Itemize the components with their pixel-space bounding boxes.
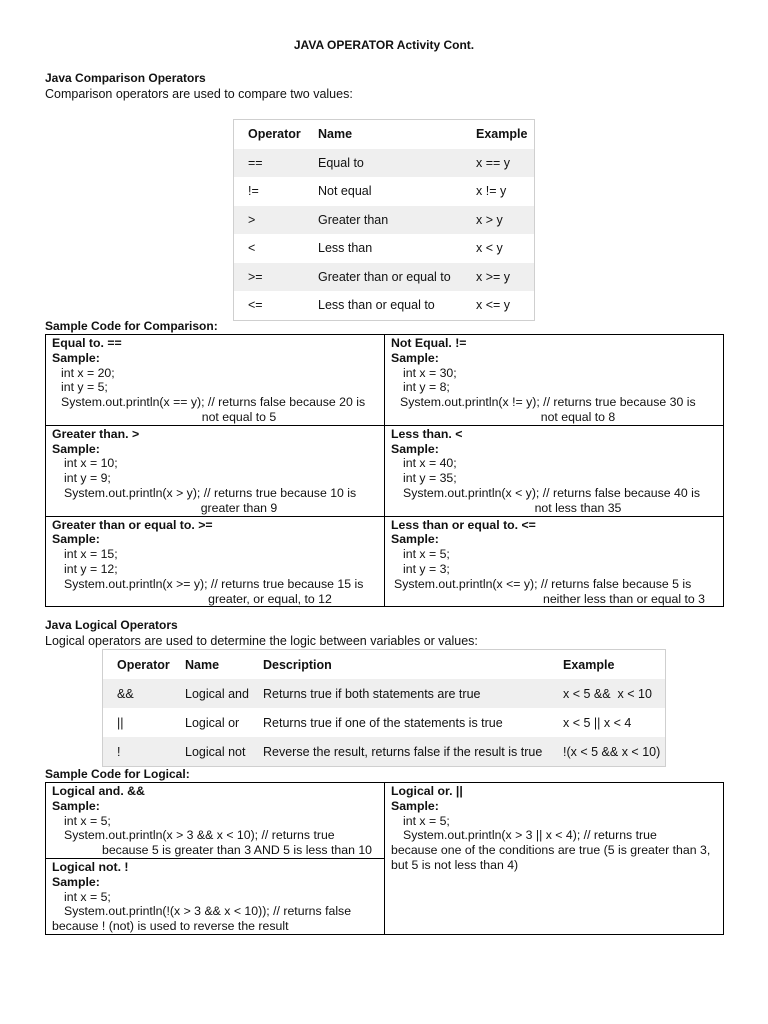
comparison-samples-grid	[45, 334, 724, 607]
sample-label: Sample:	[391, 350, 439, 365]
code-line: int y = 8;	[403, 380, 450, 395]
header-operator: Operator	[248, 127, 301, 142]
sample-equal-to	[46, 335, 385, 426]
page-title: JAVA OPERATOR Activity Cont.	[293, 38, 475, 52]
cell-name: Greater than	[318, 206, 476, 235]
sample-title: Logical not. !	[52, 860, 129, 874]
sample-greater-than	[46, 425, 385, 516]
sample-less-than	[385, 425, 724, 516]
logical-operators-table	[102, 649, 666, 767]
header-example: Example	[563, 657, 615, 672]
table-row	[234, 263, 535, 292]
cell-example: !(x < 5 && x < 10)	[563, 737, 666, 767]
cell-name: Equal to	[318, 149, 476, 178]
sample-label: Sample:	[52, 350, 100, 365]
sample-greater-or-equal	[46, 516, 385, 607]
table-row	[234, 234, 535, 263]
sample-label: Sample:	[391, 532, 439, 547]
code-line: neither less than or equal to 3	[542, 591, 705, 606]
sample-label: Sample:	[391, 798, 439, 813]
cell-name: Less than	[318, 241, 373, 256]
sample-title: Greater than or equal to. >=	[52, 517, 213, 532]
table-row	[234, 291, 535, 320]
cell-operator: <=	[248, 298, 263, 313]
sample-less-or-equal	[385, 516, 724, 607]
code-line: int x = 10;	[64, 456, 118, 471]
sample-title: Not Equal. !=	[391, 336, 467, 350]
cell-description: Returns true if both statements are true	[263, 679, 563, 708]
cell-operator: !	[103, 737, 186, 767]
code-line: System.out.println(!(x > 3 && x < 10)); // returns false	[64, 904, 352, 919]
table-row	[234, 177, 535, 206]
header-name: Name	[318, 127, 353, 142]
cell-name: Not equal	[318, 184, 372, 199]
code-line: System.out.println(x > 3 || x < 4); // returns true	[403, 828, 657, 843]
cell-example: x != y	[476, 184, 507, 199]
code-line: System.out.println(x <= y); // returns false because 5 is	[394, 576, 692, 591]
comparison-heading: Java Comparison Operators	[45, 71, 206, 85]
cell-description: Reverse the result, returns false if the result is true	[263, 737, 563, 767]
cell-operator: ||	[117, 715, 124, 730]
table-header-row	[103, 650, 666, 680]
cell-operator: ==	[234, 149, 319, 178]
code-line: System.out.println(x != y); // returns true because 30 is	[400, 395, 696, 410]
sample-title: Greater than. >	[52, 426, 140, 441]
comparison-samples-heading: Sample Code for Comparison:	[45, 319, 218, 333]
cell-example: x < 5 && x < 10	[563, 679, 666, 708]
sample-label: Sample:	[52, 874, 100, 889]
code-line: System.out.println(x == y); // returns false because 20 is	[61, 395, 366, 410]
logical-heading: Java Logical Operators	[45, 618, 178, 632]
code-line: int x = 5;	[64, 813, 111, 828]
cell-operator: <	[248, 241, 256, 256]
sample-title: Less than. <	[391, 426, 463, 441]
sample-label: Sample:	[52, 798, 100, 813]
code-line: System.out.println(x < y); // returns false because 40 is	[403, 485, 700, 500]
header-example: Example	[476, 127, 528, 142]
table-header-row	[234, 120, 535, 149]
cell-example: x < 5 || x < 4	[563, 715, 632, 730]
sample-logical-and	[46, 783, 385, 859]
logical-samples-heading: Sample Code for Logical:	[45, 767, 190, 781]
table-row	[103, 708, 666, 737]
cell-name: Less than or equal to	[318, 298, 435, 313]
code-line: int y = 3;	[403, 561, 450, 576]
code-line: greater than 9	[200, 500, 278, 515]
cell-operator: &&	[103, 679, 186, 708]
cell-name: Logical not	[185, 737, 263, 767]
logical-samples-grid	[45, 782, 724, 935]
code-line: int y = 9;	[64, 471, 111, 486]
table-row	[103, 737, 666, 767]
cell-operator: >	[234, 206, 319, 235]
comparison-intro: Comparison operators are used to compare two values:	[45, 87, 353, 101]
header-name: Name	[185, 657, 220, 672]
sample-title: Logical and. &&	[52, 784, 145, 798]
cell-operator: !=	[248, 184, 259, 199]
code-line: int x = 20;	[61, 365, 115, 380]
code-line: not equal to 5	[201, 409, 277, 424]
sample-title: Equal to. ==	[52, 336, 122, 350]
code-line: System.out.println(x > 3 && x < 10); // returns true	[64, 828, 335, 843]
table-row	[234, 149, 535, 178]
cell-name: Logical or	[185, 715, 240, 730]
header-description: Description	[263, 657, 332, 672]
cell-name: Logical and	[185, 679, 263, 708]
code-line: greater, or equal, to 12	[208, 591, 332, 606]
cell-example: x >= y	[476, 263, 535, 292]
code-line: int x = 5;	[64, 889, 111, 904]
code-line: int y = 35;	[403, 471, 457, 486]
sample-title: Logical or. ||	[391, 784, 463, 798]
cell-name: Greater than or equal to	[318, 263, 476, 292]
code-line: int y = 12;	[64, 561, 118, 576]
code-line: because 5 is greater than 3 AND 5 is less than 10	[102, 843, 373, 858]
code-line: int x = 40;	[403, 456, 457, 471]
table-row	[234, 206, 535, 235]
sample-not-equal	[385, 335, 724, 426]
code-line: because ! (not) is used to reverse the result	[52, 919, 289, 934]
code-line: System.out.println(x > y); // returns true because 10 is	[64, 485, 357, 500]
code-line: not less than 35	[534, 500, 622, 515]
comparison-operators-table	[233, 119, 535, 321]
sample-label: Sample:	[52, 532, 100, 547]
code-line: int y = 5;	[61, 380, 108, 395]
sample-label: Sample:	[391, 441, 439, 456]
code-line: int x = 5;	[403, 547, 450, 562]
sample-logical-or	[385, 783, 724, 935]
code-line: int x = 30;	[403, 365, 457, 380]
table-row	[103, 679, 666, 708]
cell-example: x > y	[476, 206, 535, 235]
cell-example: x <= y	[476, 298, 511, 313]
logical-intro: Logical operators are used to determine the logic between variables or values:	[45, 634, 478, 648]
code-line: System.out.println(x >= y); // returns true because 15 is	[64, 576, 364, 591]
code-line: because one of the conditions are true (5 is greater than 3, but 5 is not less than 4)	[391, 843, 711, 872]
code-line: int x = 5;	[403, 813, 450, 828]
code-line: int x = 15;	[64, 547, 118, 562]
header-operator: Operator	[117, 657, 170, 672]
cell-example: x == y	[476, 149, 535, 178]
code-line: not equal to 8	[540, 409, 616, 424]
sample-label: Sample:	[52, 441, 100, 456]
cell-example: x < y	[476, 241, 503, 256]
cell-operator: >=	[234, 263, 319, 292]
cell-description: Returns true if one of the statements is true	[263, 715, 503, 730]
sample-title: Less than or equal to. <=	[391, 517, 536, 532]
sample-logical-not	[46, 859, 385, 935]
